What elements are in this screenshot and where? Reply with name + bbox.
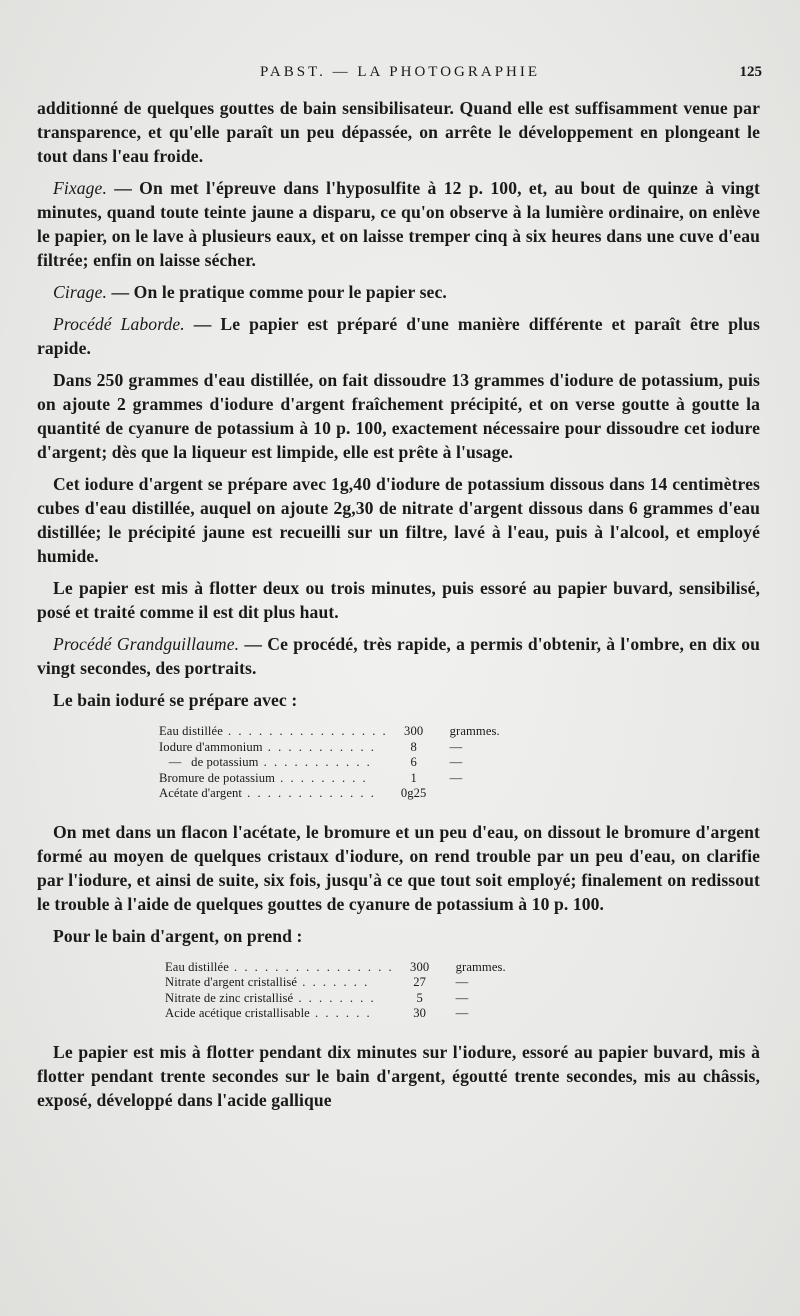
paragraph-laborde-2: Dans 250 grammes d'eau distillée, on fait dissoudre 13 grammes d'iodure de potassium, puis on ajoute 2 grammes d'iodure d'argent fraîchement précipité, et on verse goutte à goutte la quantité de cyanure de potassium à 10 p. 100, exactement nécessaire pour dissoudre cet iodure d'argent; dès que la liqueur est limpide, elle est prête à l'usage. <box>37 370 760 462</box>
leader-dots: . . . . . . . . . . . <box>262 739 376 754</box>
recipe-qty: 8 <box>410 739 417 754</box>
paragraph-laborde-3: Cet iodure d'argent se prépare avec 1g,40 d'iodure de potassium dissous dans 14 centimètres cubes d'eau distillée, auquel on ajoute 2g,30 de nitrate d'argent dissous dans 6 grammes d'eau distillée; le précipité jaune est recueilli sur un filtre, lavé à l'eau, puis à l'alcool, et employé humide. <box>37 474 760 566</box>
recipe-row <box>165 975 506 991</box>
recipe-qty: 5 <box>416 990 423 1005</box>
recipe-unit <box>440 786 500 802</box>
leader-dots: . . . . . . . . . . . <box>258 755 372 769</box>
recipe-unit: — <box>449 770 463 785</box>
recipe-qty: 6 <box>410 755 417 769</box>
paragraph-laborde-4: Le papier est mis à flotter deux ou trois minutes, puis essoré au papier buvard, sensibilisé, posé et traité comme il est dit plus haut. <box>37 578 760 622</box>
laborde-text: — Le papier est préparé d'une manière différente et paraît être plus rapide. <box>37 314 760 358</box>
recipe-row <box>165 960 506 976</box>
recipe-qty: 0g25 <box>400 786 427 800</box>
recipe-qty: 27 <box>413 975 427 989</box>
recipe-row <box>159 786 500 802</box>
page-number: 125 <box>739 64 762 80</box>
paragraph-grandguillaume-2: Le bain ioduré se prépare avec : <box>53 690 298 710</box>
paragraph-grandguillaume <box>37 632 760 680</box>
recipe-item: — de potassium <box>159 755 259 769</box>
recipe-unit: — <box>455 990 469 1005</box>
recipe-item: Eau distillée <box>165 959 229 974</box>
recipe-row <box>159 724 500 740</box>
recipe-table-iodure <box>159 724 500 802</box>
running-head: PABST. — LA PHOTOGRAPHIE <box>259 64 541 80</box>
recipe-unit: — <box>455 975 469 989</box>
leader-dots: . . . . . . . . . <box>275 770 368 785</box>
recipe-row <box>159 755 500 771</box>
recipe-unit: — <box>455 1006 469 1020</box>
paragraph-cirage <box>37 280 760 304</box>
recipe-row <box>165 991 506 1007</box>
recipe-unit: grammes. <box>455 959 506 974</box>
recipe-qty: 30 <box>413 1006 427 1020</box>
fixage-text: — On met l'épreuve dans l'hyposulfite à 12 p. 100, et, au bout de quinze à vingt minutes, quand toute teinte jaune a disparu, ce qu'on observe à la lumière ordinaire, on enlève le papier, on le lave à plusieurs eaux, et on laisse tremper cinq à six heures dans une cuve d'eau filtrée; enfin on laisse sécher. <box>37 178 760 270</box>
recipe-unit: grammes. <box>449 724 500 738</box>
leader-dots: . . . . . . . . . . . . . . . . <box>222 724 388 738</box>
recipe-table-argent <box>165 960 506 1022</box>
recipe-qty: 300 <box>404 724 424 738</box>
paragraph-bain-argent: Pour le bain d'argent, on prend : <box>53 925 303 946</box>
recipe-unit: — <box>449 755 463 769</box>
recipe-item: Iodure d'ammonium <box>159 739 263 754</box>
recipe-row <box>159 740 500 756</box>
recipe-item: Eau distillée <box>159 724 223 738</box>
recipe-qty: 300 <box>410 959 430 974</box>
leader-dots: . . . . . . . . <box>293 990 376 1005</box>
grandguillaume-text: — Ce procédé, très rapide, a permis d'obtenir, à l'ombre, en dix ou vingt secondes, des portraits. <box>37 634 760 678</box>
page-header <box>0 64 800 88</box>
leader-dots: . . . . . . . . . . . . . . . . <box>228 959 394 974</box>
body-text <box>37 96 760 1120</box>
recipe-row <box>165 1006 506 1022</box>
recipe-row <box>159 771 500 787</box>
cirage-text: — On le pratique comme pour le papier sec. <box>106 282 447 302</box>
recipe-item: Nitrate d'argent cristallisé <box>165 975 298 989</box>
recipe-unit: — <box>449 739 463 754</box>
recipe-item: Acide acétique cristallisable <box>165 1006 310 1020</box>
recipe-item: Bromure de potassium <box>159 770 276 785</box>
paragraph-continuation: additionné de quelques gouttes de bain sensibilisateur. Quand elle est suffisamment venue par transparence, et qu'elle paraît un peu dépassée, on arrête le développement en plongeant le tout dans l'eau froide. <box>37 98 760 166</box>
leader-dots: . . . . . . . <box>297 975 370 989</box>
section-title-laborde: Procédé Laborde. <box>53 314 185 334</box>
paragraph-flacon: On met dans un flacon l'acétate, le bromure et un peu d'eau, on dissout le bromure d'argent formé au moyen de quelques cristaux d'iodure, on rend trouble par un peu d'eau, on clarifie par l'iodure, et ainsi de suite, six fois, jusqu'à ce que tout soit employé; finalement on redissout le trouble à l'aide de quelques gouttes de cyanure de potassium à 10 p. 100. <box>37 821 760 914</box>
recipe-qty: 1 <box>410 770 417 785</box>
paragraph-fixage <box>37 176 760 272</box>
section-title-grandguillaume: Procédé Grandguillaume. <box>53 634 240 654</box>
recipe-item: Acétate d'argent <box>159 786 243 800</box>
paragraph-laborde <box>37 312 760 360</box>
recipe-item: Nitrate de zinc cristallisé <box>165 990 294 1005</box>
leader-dots: . . . . . . <box>309 1006 372 1020</box>
paragraph-final: Le papier est mis à flotter pendant dix minutes sur l'iodure, essoré au papier buvard, mis à flotter pendant trente secondes sur le bain d'argent, égoutté trente secondes, mis au châssis, exposé, développé dans l'acide gallique <box>37 1041 760 1110</box>
section-title-fixage: Fixage. <box>53 178 107 198</box>
section-title-cirage: Cirage. <box>53 282 107 302</box>
leader-dots: . . . . . . . . . . . . . <box>242 786 376 800</box>
